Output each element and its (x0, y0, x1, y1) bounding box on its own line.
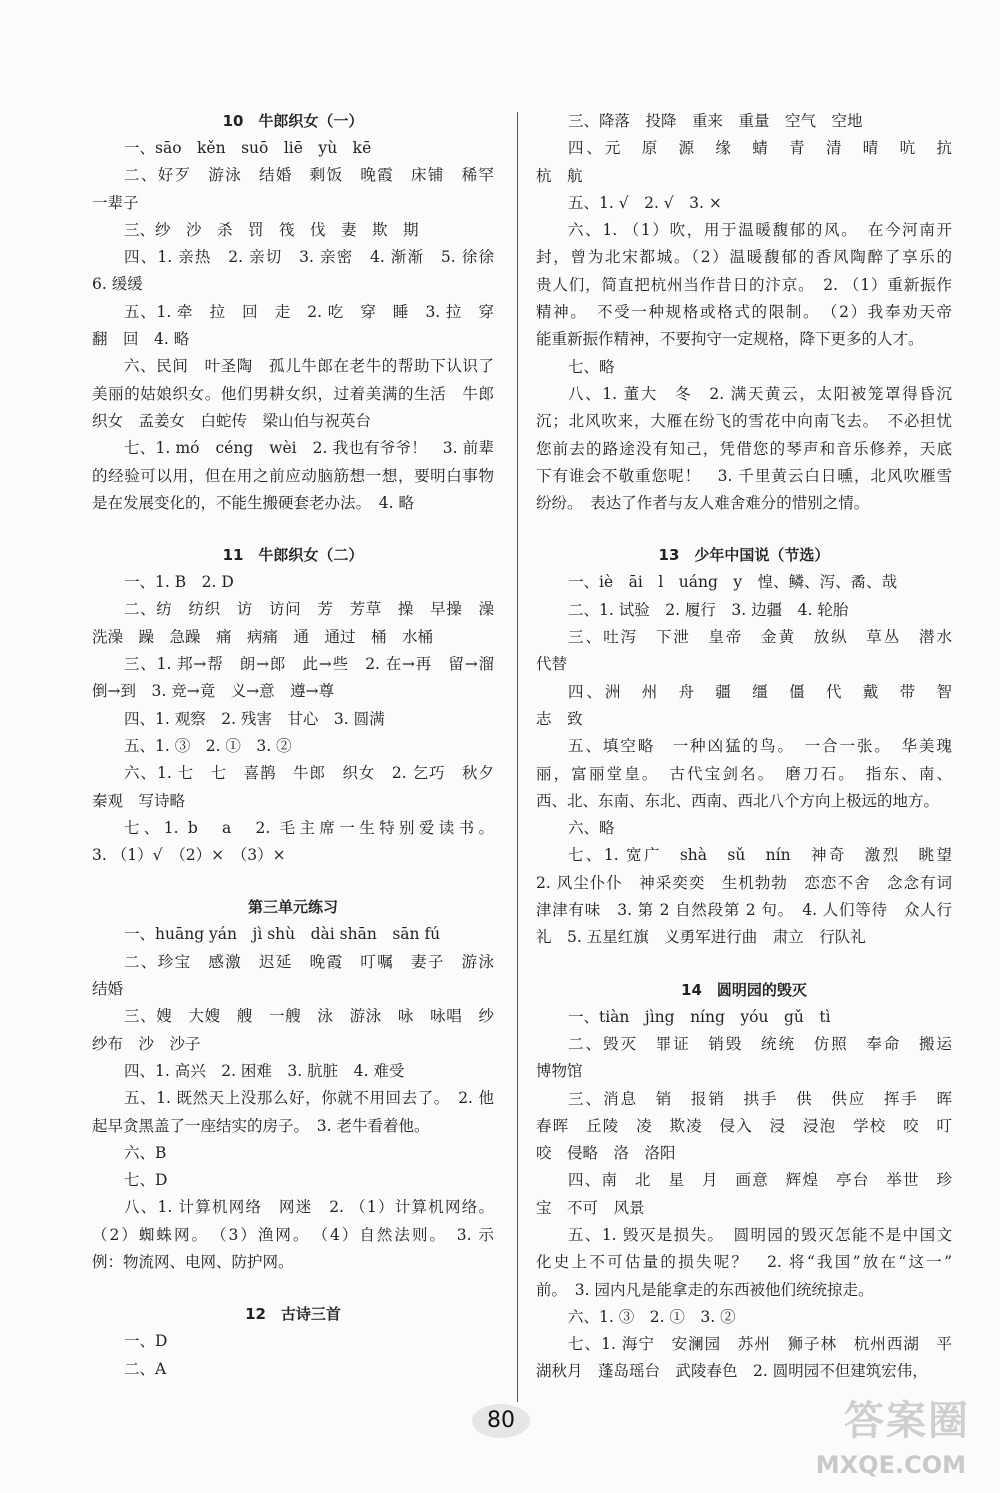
answer-line: 八、1. 董大 冬 2. 满天黄云，太阳被笼罩得昏沉 (568, 384, 952, 403)
answer-line: 湖秋月 蓬岛瑶台 武陵春色 2. 圆明园不但建筑宏伟， (536, 1362, 928, 1381)
answer-line: 纷纷。 表达了作者与友人难舍难分的惜别之情。 (536, 494, 870, 513)
answer-line: 三、消息 销 报销 拱手 供 供应 挥手 晖 (568, 1089, 952, 1108)
answer-line: 结婚 (92, 980, 124, 999)
answer-line: 二、纺 纺织 访 访问 芳 芳草 操 早操 澡 (124, 600, 494, 619)
answer-line: 倒→到 3. 竞→竟 义→意 遵→尊 (92, 682, 335, 701)
answer-line: 七、1. b a 2. 毛主席一生特别爱读书。 (124, 818, 494, 837)
answer-line: 起早贪黑盖了一座结实的房子。 3. 老牛看着他。 (92, 1116, 430, 1135)
answer-line: 七、1. mó céng wèi 2. 我也有爷爷！ 3. 前辈 (124, 439, 494, 458)
answer-line: 五、1. ③ 2. ① 3. ② (124, 736, 292, 755)
answer-line: 六、B (124, 1143, 167, 1162)
page-number: 80 (472, 1404, 530, 1438)
answer-line: 礼 5. 五星红旗 义勇军进行曲 肃立 行队礼 (536, 928, 866, 947)
answer-line: 贵人们，简直把杭州当作昔日的汴京。 2. （1）重新振作 (536, 275, 952, 294)
answer-line: 一、iè āi l uáng y 惶、鳞、泻、矞、哉 (568, 573, 898, 592)
answer-line: 二、毁灭 罪证 销毁 统统 仿照 奉命 搬运 (568, 1034, 952, 1053)
left-column (92, 108, 494, 1383)
answer-line: 杭 航 (536, 166, 583, 185)
answer-line: （2）蜘蛛网。 （3）渔网。 （4）自然法则。 3. 示 (92, 1225, 494, 1244)
section-title: 第三单元练习 (247, 898, 338, 917)
answer-line: 三、降落 投降 重来 重量 空气 空地 (568, 112, 863, 130)
answer-line: 一、tiàn jìng níng yóu gǔ tì (568, 1007, 831, 1026)
answer-line: 您前去的路途没有知己，凭借您的琴声和音乐修养，天底 (536, 439, 952, 458)
answer-line: 津津有味 3. 第 2 自然段第 2 句。 4. 人们等待 众人行 (536, 901, 952, 920)
answer-line: 志 致 (536, 709, 583, 728)
section-title: 10 牛郎织女（一） (222, 112, 364, 130)
answer-line: 一、sāo kěn suō liē yù kē (124, 139, 372, 157)
answer-line: 七、1. 宽广 shà sǔ nín 神奇 激烈 眺望 (568, 846, 952, 865)
section-title: 13 少年中国说（节选） (658, 546, 830, 565)
right-column (536, 108, 952, 1386)
answer-line: 二、好歹 游泳 结婚 剩饭 晚霞 床铺 稀罕 (124, 166, 494, 185)
answer-line: 前。 3. 园内凡是能拿走的东西被他们统统掠走。 (536, 1280, 874, 1299)
answer-line: 翻 回 4. 略 (92, 330, 190, 349)
answer-line: 八、1. 计算机网络 网迷 2. （1）计算机网络。 (124, 1198, 494, 1217)
answer-line: 四、1. 亲热 2. 亲切 3. 亲密 4. 渐渐 5. 徐徐 (124, 248, 494, 267)
section-title: 14 圆明园的毁灭 (681, 980, 807, 999)
answer-line: 3. （1）√ （2）× （3）× (92, 846, 286, 865)
answer-line: 美丽的姑娘织女。他们男耕女织，过着美满的生活 牛郎 (92, 384, 494, 403)
answer-line: 六、民间 叶圣陶 孤儿牛郎在老牛的帮助下认识了 (124, 357, 494, 376)
answer-line: 三、吐泻 下泄 皇帝 金黄 放纵 草丛 潜水 (568, 628, 952, 647)
answer-line: 七、D (124, 1171, 168, 1190)
answer-line: 五、1. √ 2. √ 3. × (568, 193, 722, 212)
answer-line: 纱布 沙 沙子 (92, 1034, 201, 1053)
answer-line: 例：物流网、电网、防护网。 (92, 1252, 294, 1271)
watermark-logo-text: 答案圈 (844, 1398, 970, 1444)
answer-line: 化史上不可估量的损失呢？ 2. 将“我国”放在“这一” (536, 1253, 952, 1272)
answer-line: 洗澡 躁 急躁 痛 病痛 通 通过 桶 水桶 (92, 627, 434, 646)
answer-line: 四、元 原 源 缘 蜻 青 清 晴 吭 抗 (568, 139, 952, 158)
answer-line: 一辈子 (92, 193, 139, 212)
answer-line: 七、略 (568, 357, 615, 376)
answer-line: 秦观 写诗略 (92, 791, 186, 810)
answer-line: 的经验可以用，但在用之前应动脑筋想一想，要明白事物 (92, 466, 494, 485)
answer-line: 六、1. （1）吹，用于温暖馥郁的风。 在今河南开 (568, 221, 952, 240)
section-title: 12 古诗三首 (245, 1305, 341, 1324)
answer-line: 四、南 北 星 月 画意 辉煌 亭台 举世 珍 (568, 1171, 952, 1190)
answer-line: 七、1. 海宁 安澜园 苏州 狮子林 杭州西湖 平 (568, 1335, 952, 1354)
column-divider (517, 112, 518, 1402)
answer-line: 下有谁会不敬重您呢！ 3. 千里黄云白日曛，北风吹雁雪 (536, 466, 952, 485)
answer-line: 三、嫂 大嫂 艘 一艘 泳 游泳 咏 咏唱 纱 (124, 1007, 494, 1026)
answer-line: 沉；北风吹来，大雁在纷飞的雪花中向南飞去。 不必担忧 (536, 412, 952, 431)
answer-line: 丽，富丽堂皇。 古代宝剑名。 磨刀石。 指东、南、 (536, 764, 952, 783)
answer-line: 二、A (124, 1359, 167, 1378)
answer-line: 六、1. ③ 2. ① 3. ② (568, 1307, 736, 1326)
answer-line: 四、1. 观察 2. 残害 甘心 3. 圆满 (124, 709, 385, 728)
answer-line: 五、填空略 一种凶猛的鸟。 一合一张。 华美瑰 (568, 737, 952, 756)
answer-line: 四、洲 州 舟 疆 缰 僵 代 戴 带 智 (568, 682, 952, 701)
answer-line: 精神。 不受一种规格或格式的限制。 （2）我奉劝天帝 (536, 303, 952, 322)
answer-line: 咬 侵略 洛 洛阳 (536, 1144, 676, 1163)
watermark-logo (800, 1389, 970, 1479)
answer-line: 西、北、东南、东北、西南、西北八个方向上极远的地方。 (536, 791, 940, 810)
answer-line: 2. 风尘仆仆 神采奕奕 生机勃勃 恋恋不舍 念念有词 (536, 873, 952, 892)
answer-line: 六、略 (568, 819, 615, 838)
answer-line: 二、珍宝 感激 迟延 晚霞 叮嘱 妻子 游泳 (124, 952, 494, 971)
answer-line: 一、huāng yán jì shù dài shān sān fú (124, 925, 441, 944)
watermark-site: MXQE.COM (815, 1451, 966, 1479)
answer-line: 春晖 丘陵 凌 欺凌 侵入 浸 浸泡 学校 咬 叮 (536, 1116, 952, 1135)
answer-line: 五、1. 牵 拉 回 走 2. 吃 穿 睡 3. 拉 穿 (124, 302, 494, 321)
answer-line: 织女 孟姜女 白蛇传 梁山伯与祝英台 (92, 411, 372, 430)
answer-line: 代替 (536, 655, 568, 674)
answer-line: 博物馆 (536, 1062, 583, 1081)
answer-line: 二、1. 试验 2. 履行 3. 边疆 4. 轮胎 (568, 600, 849, 619)
section-title: 11 牛郎织女（二） (222, 546, 364, 565)
answer-line: 宝 不可 风景 (536, 1198, 645, 1217)
answer-line: 能重新振作精神，不要拘守一定规格，降下更多的人才。 (536, 330, 924, 349)
answer-line: 三、纱 沙 杀 罚 筏 伐 妻 欺 期 (124, 220, 419, 239)
answer-line: 三、1. 邦→帮 朗→郎 此→些 2. 在→再 留→溜 (124, 655, 494, 674)
answer-line: 封，曾为北宋都城。（2）温暖馥郁的香风陶醉了享乐的 (536, 248, 952, 267)
answer-line: 一、D (124, 1332, 168, 1351)
answer-line: 6. 缓缓 (92, 275, 143, 294)
answer-line: 五、1. 毁灭是损失。 圆明园的毁灭怎能不是中国文 (568, 1225, 952, 1244)
answer-line: 五、1. 既然天上没那么好，你就不用回去了。 2. 他 (124, 1089, 494, 1108)
answer-line: 四、1. 高兴 2. 困难 3. 肮脏 4. 难受 (124, 1061, 405, 1080)
answer-line: 一、1. B 2. D (124, 573, 234, 592)
answer-line: 是在发展变化的，不能生搬硬套老办法。 4. 略 (92, 493, 414, 512)
answer-line: 六、1. 七 七 喜鹊 牛郎 织女 2. 乞巧 秋夕 (124, 764, 494, 783)
